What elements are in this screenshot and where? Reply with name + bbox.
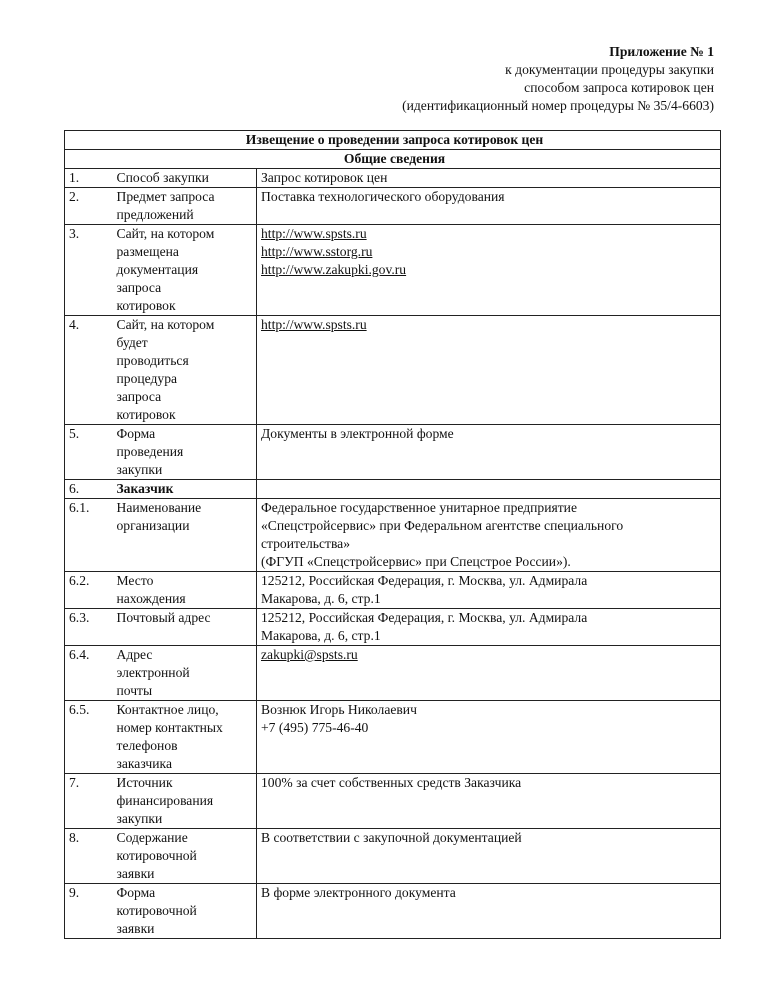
- row-number: 6.1.: [65, 499, 113, 572]
- row-label: [113, 701, 257, 774]
- row-value-text: 125212, Российская Федерация, г. Москва, ул. Адмирала Макарова, д. 6, стр.1: [261, 610, 588, 643]
- row-label: [113, 188, 257, 225]
- row-label-text: Сайт, на котором размещена документация запроса котировок: [116, 226, 215, 313]
- table-row: [65, 701, 721, 774]
- row-number: 6.4.: [65, 646, 113, 701]
- link[interactable]: http://www.zakupki.gov.ru: [261, 262, 407, 277]
- row-label-text: Форма проведения закупки: [116, 426, 184, 477]
- row-label-text: Заказчик: [116, 481, 174, 496]
- row-value-text: Запрос котировок цен: [261, 170, 388, 185]
- row-value: [257, 572, 721, 609]
- row-value-text: Поставка технологического оборудования: [261, 189, 505, 204]
- notice-table: [64, 130, 721, 939]
- link[interactable]: zakupki@spsts.ru: [261, 647, 358, 662]
- row-label-text: Контактное лицо, номер контактных телефонов заказчика: [116, 702, 223, 771]
- row-value: [257, 499, 721, 572]
- row-value-text: 100% за счет собственных средств Заказчика: [261, 775, 522, 790]
- row-label: [113, 646, 257, 701]
- row-value: [257, 225, 721, 316]
- row-value-text: Федеральное государственное унитарное предприятие «Спецстройсервис» при Федеральном агентстве специального строительства» (ФГУП «Спецстройсервис» при Спецстрое России»).: [261, 500, 624, 569]
- row-value: [257, 480, 721, 499]
- row-number: 2.: [65, 188, 113, 225]
- table-row: [65, 829, 721, 884]
- row-number: 1.: [65, 169, 113, 188]
- table-subtitle-row: [65, 150, 721, 169]
- table-row: [65, 316, 721, 425]
- row-label: [113, 572, 257, 609]
- row-number: 3.: [65, 225, 113, 316]
- appendix-title: Приложение № 1: [609, 44, 714, 59]
- row-label: [113, 169, 257, 188]
- link[interactable]: http://www.spsts.ru: [261, 226, 367, 241]
- row-number: 9.: [65, 884, 113, 939]
- row-label: [113, 425, 257, 480]
- row-value: [257, 316, 721, 425]
- row-number: 4.: [65, 316, 113, 425]
- row-label-text: Источник финансирования закупки: [116, 775, 214, 826]
- row-number: 6.5.: [65, 701, 113, 774]
- table-row: [65, 884, 721, 939]
- appendix-subtitle-3: (идентификационный номер процедуры № 35/4-6603): [402, 98, 714, 113]
- row-label-text: Содержание котировочной заявки: [116, 830, 197, 881]
- row-label-text: Форма котировочной заявки: [116, 885, 197, 936]
- row-label: [113, 609, 257, 646]
- appendix-subtitle-1: к документации процедуры закупки: [505, 62, 714, 77]
- row-value: [257, 701, 721, 774]
- row-label-text: Почтовый адрес: [116, 610, 211, 625]
- row-value: [257, 188, 721, 225]
- notice-table-body: [65, 131, 721, 939]
- row-label-text: Наименование организации: [116, 500, 202, 533]
- row-label: [113, 774, 257, 829]
- row-value: [257, 829, 721, 884]
- table-row: [65, 425, 721, 480]
- row-number: 6.2.: [65, 572, 113, 609]
- table-subtitle: Общие сведения: [65, 150, 721, 169]
- row-value: [257, 169, 721, 188]
- row-value: [257, 425, 721, 480]
- table-title: Извещение о проведении запроса котировок цен: [65, 131, 721, 150]
- row-value-text: В соответствии с закупочной документацией: [261, 830, 522, 845]
- row-value: [257, 609, 721, 646]
- row-value: [257, 774, 721, 829]
- appendix-header: [274, 43, 714, 115]
- row-value-text: Документы в электронной форме: [261, 426, 454, 441]
- link[interactable]: http://www.spsts.ru: [261, 317, 367, 332]
- table-row: [65, 774, 721, 829]
- row-number: 6.3.: [65, 609, 113, 646]
- table-row: [65, 188, 721, 225]
- row-label-text: Предмет запроса предложений: [116, 189, 215, 222]
- row-label: [113, 829, 257, 884]
- table-row: [65, 646, 721, 701]
- table-row: [65, 169, 721, 188]
- table-row: [65, 480, 721, 499]
- table-row: [65, 499, 721, 572]
- row-label-text: Способ закупки: [116, 170, 209, 185]
- row-label-text: Сайт, на котором будет проводиться процедура запроса котировок: [116, 317, 215, 422]
- row-label: [113, 225, 257, 316]
- table-row: [65, 609, 721, 646]
- table-row: [65, 225, 721, 316]
- row-label: [113, 316, 257, 425]
- row-value-text: Вознюк Игорь Николаевич +7 (495) 775-46-40: [261, 702, 417, 735]
- row-label: [113, 884, 257, 939]
- row-label: [113, 499, 257, 572]
- row-number: 8.: [65, 829, 113, 884]
- row-label: [113, 480, 257, 499]
- row-label-text: Место нахождения: [116, 573, 186, 606]
- table-title-row: [65, 131, 721, 150]
- row-number: 5.: [65, 425, 113, 480]
- row-value: [257, 884, 721, 939]
- row-value-text: 125212, Российская Федерация, г. Москва, ул. Адмирала Макарова, д. 6, стр.1: [261, 573, 588, 606]
- row-value: [257, 646, 721, 701]
- row-label-text: Адрес электронной почты: [116, 647, 190, 698]
- link[interactable]: http://www.sstorg.ru: [261, 244, 373, 259]
- appendix-subtitle-2: способом запроса котировок цен: [524, 80, 714, 95]
- row-number: 6.: [65, 480, 113, 499]
- row-value-text: В форме электронного документа: [261, 885, 456, 900]
- table-row: [65, 572, 721, 609]
- row-number: 7.: [65, 774, 113, 829]
